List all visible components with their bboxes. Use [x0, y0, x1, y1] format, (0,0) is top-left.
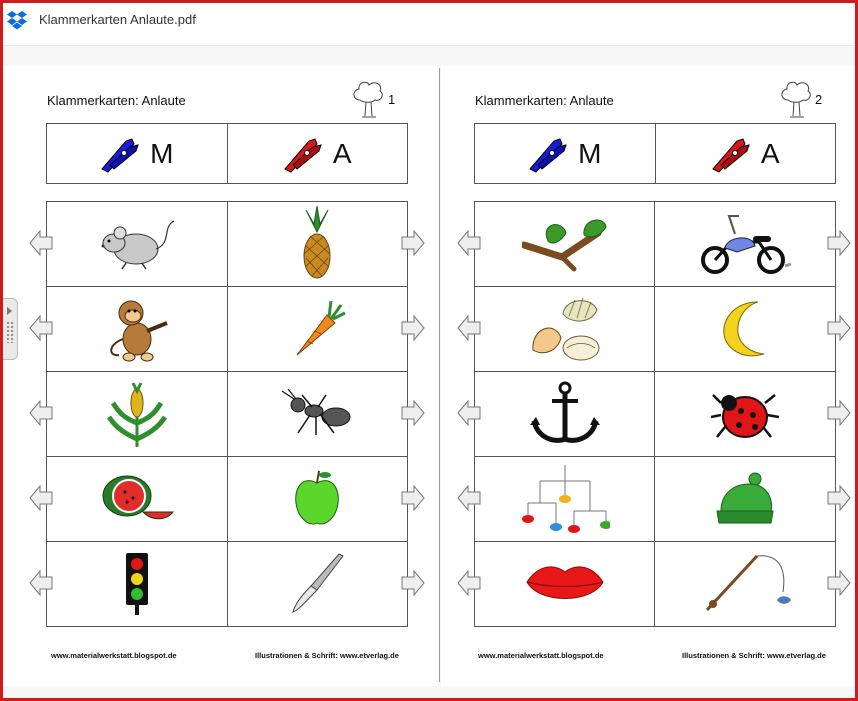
- card-cell: [655, 287, 836, 372]
- picture-grid: [474, 201, 836, 627]
- letter-cell-m: [47, 124, 228, 184]
- pdf-page-1: [3, 66, 439, 686]
- moon-icon: [718, 298, 772, 360]
- card-cell: [47, 542, 228, 627]
- picture-grid: [46, 201, 408, 627]
- arrow-left-icon: [457, 228, 481, 258]
- arrow-right-icon: [827, 398, 851, 428]
- card-cell: [227, 202, 408, 287]
- ant-icon: [272, 389, 362, 439]
- arrow-right-icon: [401, 228, 425, 258]
- arrow-right-icon: [401, 313, 425, 343]
- traffic-light-icon: [122, 551, 152, 617]
- fishing-rod-icon: [697, 552, 793, 616]
- letter-cell-a: [655, 124, 836, 184]
- red-clothespin-icon: [711, 135, 751, 173]
- monkey-icon: [101, 295, 173, 363]
- dropbox-logo-icon[interactable]: [6, 9, 28, 31]
- sidebar-toggle-handle[interactable]: [0, 298, 18, 360]
- apple-icon: [292, 469, 342, 529]
- page-title: Klammerkarten: Anlaute: [47, 93, 186, 108]
- mouse-icon: [92, 211, 182, 277]
- card-cell: [227, 542, 408, 627]
- card-cell: [47, 457, 228, 542]
- arrow-left-icon: [457, 568, 481, 598]
- ladybug-icon: [711, 385, 779, 443]
- card-cell: [47, 372, 228, 457]
- arrow-right-icon: [401, 483, 425, 513]
- card-cell: [655, 457, 836, 542]
- branch-icon: [522, 215, 608, 273]
- red-clothespin-icon: [283, 135, 323, 173]
- arrow-right-icon: [827, 228, 851, 258]
- letter-m: M: [578, 137, 602, 169]
- grip-icon: [6, 321, 14, 343]
- page-number: 2: [815, 92, 823, 107]
- letter-cell-a: [227, 124, 408, 184]
- tree-icon: [350, 78, 386, 120]
- letter-cell-m: [475, 124, 656, 184]
- arrow-left-icon: [29, 568, 53, 598]
- card-cell: [655, 202, 836, 287]
- lips-icon: [525, 560, 605, 608]
- card-cell: [47, 202, 228, 287]
- page-number: 1: [388, 92, 396, 107]
- shells-icon: [525, 294, 605, 364]
- arrow-left-icon: [457, 313, 481, 343]
- card-cell: [475, 202, 655, 287]
- letter-header: [474, 123, 836, 184]
- viewer-header: [0, 0, 858, 46]
- file-title: Klammerkarten Anlaute.pdf: [39, 12, 196, 27]
- arrow-right-icon: [827, 568, 851, 598]
- page-divider: [439, 68, 440, 682]
- card-cell: [655, 542, 836, 627]
- card-cell: [47, 287, 228, 372]
- arrow-left-icon: [29, 398, 53, 428]
- card-cell: [475, 542, 655, 627]
- footer-right-credit: Illustrationen & Schrift: www.etverlag.de: [682, 651, 826, 660]
- footer-left-url: www.materialwerkstatt.blogspot.de: [478, 651, 604, 660]
- arrow-right-icon: [827, 313, 851, 343]
- expand-icon: [7, 307, 12, 315]
- corn-icon: [105, 379, 169, 449]
- letter-a: A: [332, 137, 352, 169]
- card-cell: [475, 457, 655, 542]
- pdf-page-2: [441, 66, 855, 686]
- knife-icon: [287, 552, 347, 616]
- card-cell: [475, 372, 655, 457]
- card-cell: [227, 457, 408, 542]
- pineapple-icon: [292, 206, 342, 282]
- arrow-left-icon: [457, 483, 481, 513]
- card-cell: [227, 372, 408, 457]
- card-cell: [227, 287, 408, 372]
- letter-m: M: [150, 137, 174, 169]
- footer-left-url: www.materialwerkstatt.blogspot.de: [51, 651, 177, 660]
- motorbike-icon: [697, 212, 793, 276]
- arrow-right-icon: [401, 568, 425, 598]
- arrow-left-icon: [29, 483, 53, 513]
- carrot-icon: [287, 297, 347, 361]
- arrow-right-icon: [401, 398, 425, 428]
- card-cell: [655, 372, 836, 457]
- anchor-icon: [530, 381, 600, 447]
- melon-icon: [99, 472, 175, 526]
- card-cell: [475, 287, 655, 372]
- letter-header: [46, 123, 408, 184]
- arrow-right-icon: [827, 483, 851, 513]
- arrow-left-icon: [457, 398, 481, 428]
- tree-icon: [778, 78, 814, 120]
- footer-right-credit: Illustrationen & Schrift: www.etverlag.de: [255, 651, 399, 660]
- blue-clothespin-icon: [100, 135, 140, 173]
- blue-clothespin-icon: [528, 135, 568, 173]
- arrow-left-icon: [29, 228, 53, 258]
- page-title: Klammerkarten: Anlaute: [475, 93, 614, 108]
- arrow-left-icon: [29, 313, 53, 343]
- mobile-icon: [520, 463, 610, 535]
- hat-icon: [713, 471, 777, 527]
- letter-a: A: [760, 137, 780, 169]
